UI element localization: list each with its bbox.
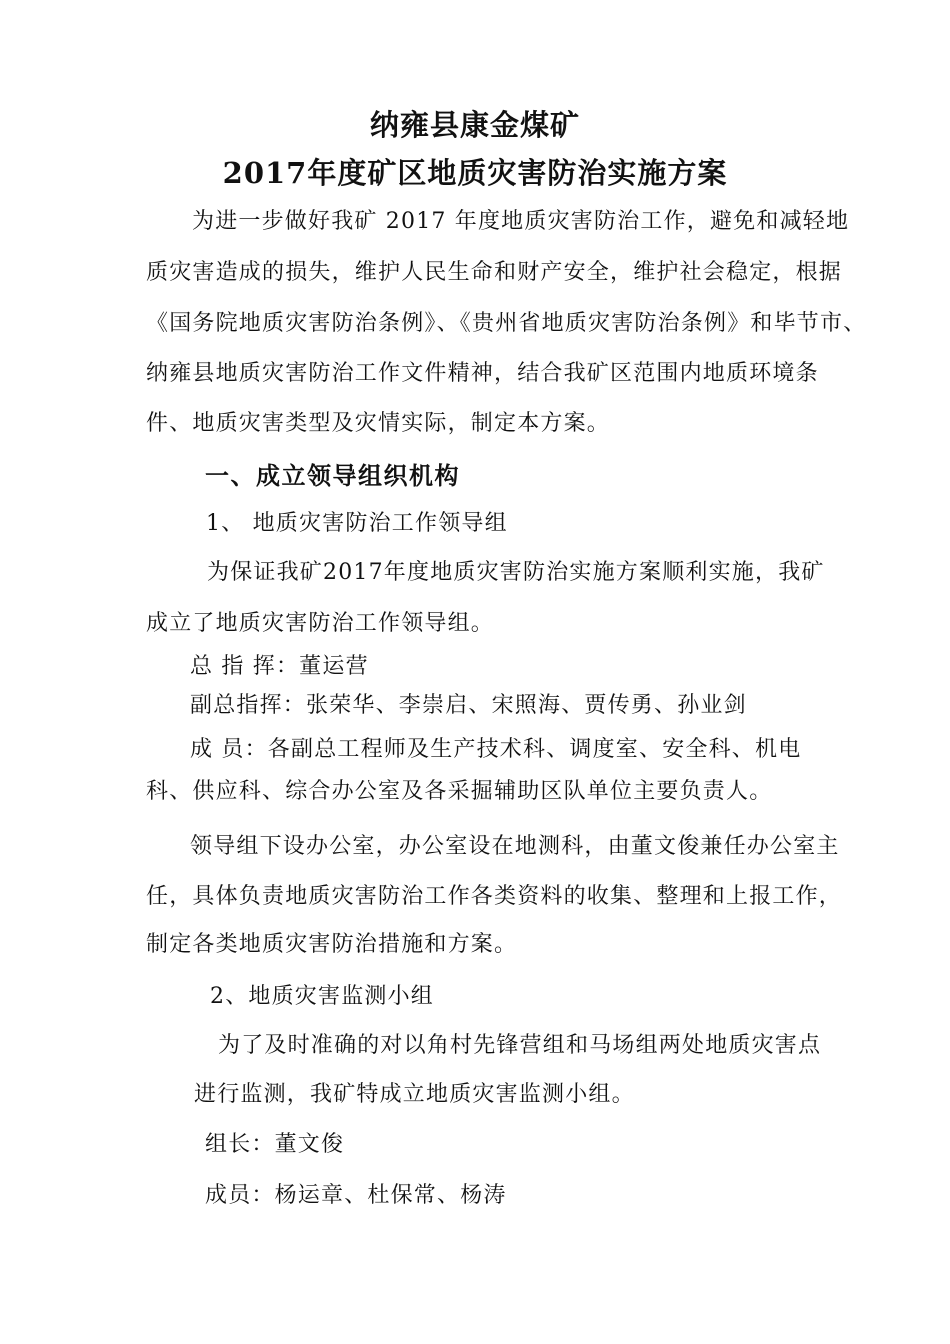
intro-line: 纳雍县地质灾害防治工作文件精神，结合我矿区范围内地质环境条 xyxy=(146,361,819,386)
intro-line: 件、地质灾害类型及灾情实际，制定本方案。 xyxy=(146,411,611,436)
paragraph-line: 任，具体负责地质灾害防治工作各类资料的收集、整理和上报工作， xyxy=(146,884,843,909)
paragraph-line: 领导组下设办公室，办公室设在地测科，由董文俊兼任办公室主 xyxy=(190,834,840,859)
commander-line: 总 指 挥：董运营 xyxy=(190,654,369,679)
subsection-heading: 2、地质灾害监测小组 xyxy=(210,984,434,1009)
intro-line: 《国务院地质灾害防治条例》、《贵州省地质灾害防治条例》和毕节市、 xyxy=(146,311,867,336)
paragraph-line: 制定各类地质灾害防治措施和方案。 xyxy=(146,932,518,957)
section-heading: 一、成立领导组织机构 xyxy=(205,461,460,490)
members-line: 科、供应科、综合办公室及各采掘辅助区队单位主要负责人。 xyxy=(146,779,773,804)
intro-line: 质灾害造成的损失，维护人民生命和财产安全，维护社会稳定，根据 xyxy=(146,260,843,285)
paragraph-line: 成立了地质灾害防治工作领导组。 xyxy=(146,611,495,636)
document-title-line-1: 纳雍县康金煤矿 xyxy=(369,108,580,142)
paragraph-line: 进行监测，我矿特成立地质灾害监测小组。 xyxy=(194,1082,635,1107)
group-members-line: 成员：杨运章、杜保常、杨涛 xyxy=(205,1183,507,1208)
subsection-heading: 1、 地质灾害防治工作领导组 xyxy=(206,511,508,536)
intro-line: 为进一步做好我矿 2017 年度地质灾害防治工作，避免和减轻地 xyxy=(192,209,850,234)
paragraph-line: 为保证我矿2017年度地质灾害防治实施方案顺利实施，我矿 xyxy=(207,560,825,585)
group-leader-line: 组长：董文俊 xyxy=(205,1132,345,1157)
document-title-line-2: 2017年度矿区地质灾害防治实施方案 xyxy=(222,156,728,190)
members-line: 成 员：各副总工程师及生产技术科、调度室、安全科、机电 xyxy=(190,737,802,762)
paragraph-line: 为了及时准确的对以角村先锋营组和马场组两处地质灾害点 xyxy=(218,1033,822,1058)
deputy-commander-line: 副总指挥：张荣华、李崇启、宋照海、贾传勇、孙业剑 xyxy=(190,693,747,718)
